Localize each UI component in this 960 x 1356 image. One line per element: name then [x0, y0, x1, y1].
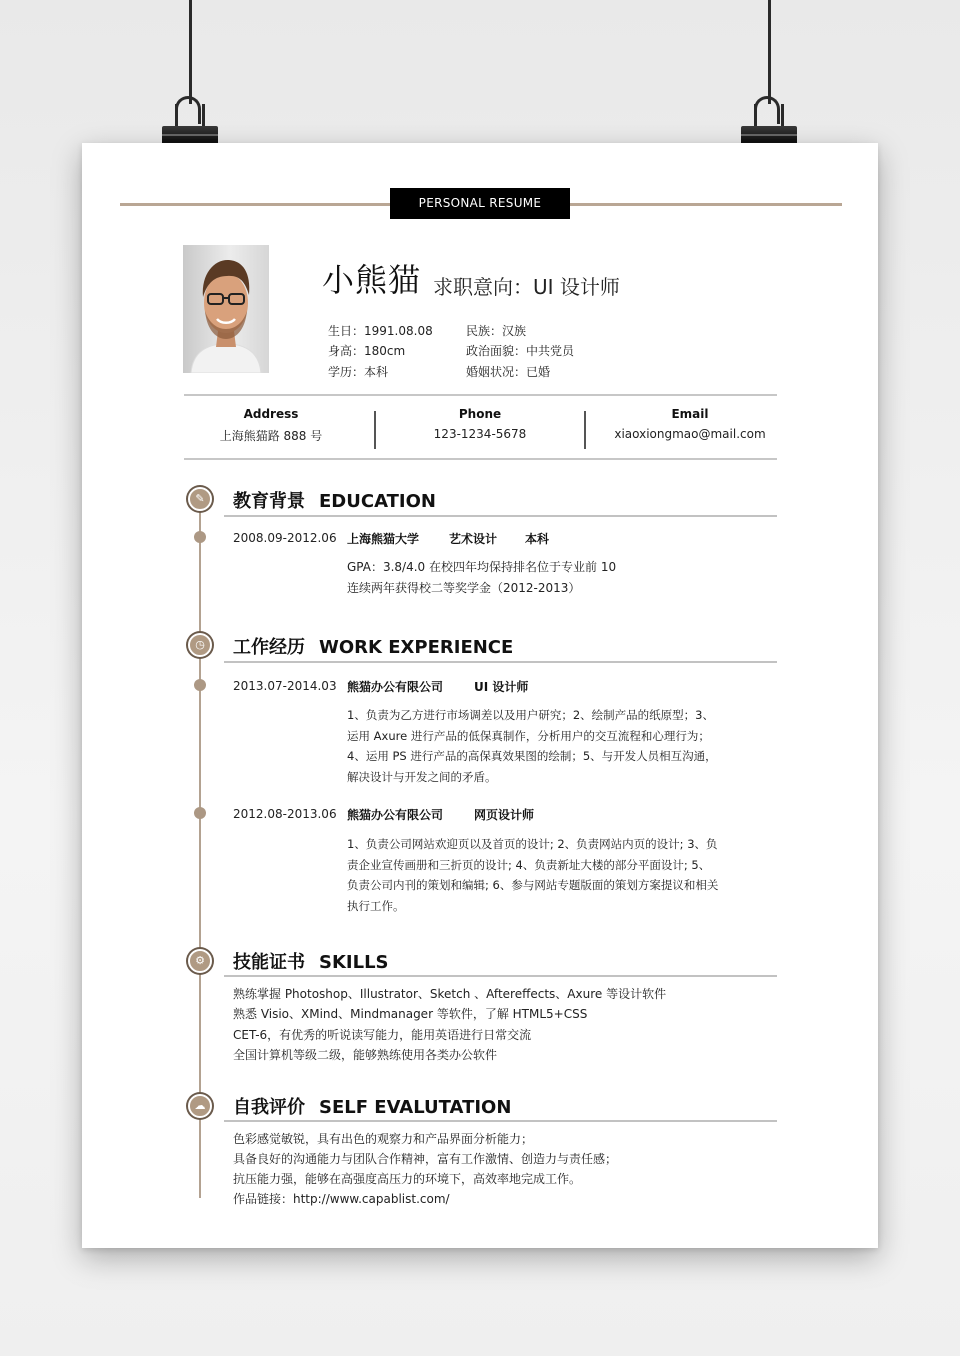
- contact-divider: [374, 411, 376, 449]
- contact-phone: [380, 407, 580, 441]
- job-role: 网页设计师: [474, 808, 535, 822]
- phone-label: Phone: [458, 407, 502, 421]
- self-line: 具备良好的沟通能力与团队合作精神，富有工作激情、创造力与责任感；: [233, 1152, 618, 1166]
- info-ethnicity: 民族：汉族: [466, 324, 527, 338]
- resume-paper: [82, 143, 878, 1248]
- education-degree: 本科: [525, 532, 550, 546]
- contact-bottom-rule: [184, 458, 777, 460]
- hanging-wire-right: [768, 0, 771, 104]
- skill-line: CET-6，有优秀的听说读写能力，能用英语进行日常交流: [233, 1028, 532, 1042]
- hanging-wire-left: [189, 0, 192, 104]
- work-title-en: WORK EXPERIENCE: [319, 637, 514, 658]
- work-rule: [224, 661, 777, 663]
- self-line: 抗压能力强，能够在高强度高压力的环境下，高效率地完成工作。: [233, 1172, 582, 1186]
- job-description: 1、负责为乙方进行市场调差以及用户研究；2、绘制产品的纸原型；3、运用 Axure 进行产品的低保真制作，分析用户的交互流程和心理行为；4、运用 PS 进行产品的高保真效果图的绘制；5、与开发人员相互沟通，解决设计与开发之间的矛盾。: [347, 708, 717, 784]
- job-company: 熊猫办公有限公司: [347, 808, 444, 822]
- education-gpa: GPA：3.8/4.0 在校四年均保持排名位于专业前 10: [347, 560, 617, 574]
- job-period: 2012.08-2013.06: [233, 807, 337, 821]
- job-company: 熊猫办公有限公司: [347, 680, 444, 694]
- address-value: 上海熊猫路 888 号: [219, 429, 323, 443]
- cloud-icon: ☁: [188, 1094, 212, 1118]
- education-title-cn: 教育背景: [233, 491, 305, 512]
- education-school: 上海熊猫大学: [347, 532, 420, 546]
- skill-line: 熟练掌握 Photoshop、Illustrator、Sketch 、Aftereffects、Axure 等设计软件: [233, 987, 667, 1001]
- job-period: 2013.07-2014.03: [233, 679, 337, 693]
- work-title: [233, 633, 513, 659]
- email-value: xiaoxiongmao@mail.com: [614, 427, 766, 441]
- skills-rule: [224, 975, 777, 977]
- self-title-cn: 自我评价: [233, 1097, 305, 1118]
- info-education: 学历：本科: [328, 365, 389, 379]
- info-height: 身高：180cm: [328, 344, 406, 358]
- skills-title-en: SKILLS: [319, 952, 389, 973]
- education-rule: [224, 515, 777, 517]
- contact-email: [590, 407, 790, 441]
- education-period: 2008.09-2012.06: [233, 531, 337, 545]
- portfolio-link[interactable]: 作品链接：http://www.capablist.com/: [233, 1192, 450, 1206]
- education-title: [233, 487, 436, 513]
- resume-banner: PERSONAL RESUME: [390, 188, 570, 219]
- skills-title-cn: 技能证书: [233, 952, 305, 973]
- timeline-dot: [194, 679, 206, 691]
- self-title-en: SELF EVALUTATION: [319, 1097, 512, 1118]
- info-marital: 婚姻状况：已婚: [466, 365, 551, 379]
- email-label: Email: [671, 407, 709, 421]
- job-description: 1、负责公司网站欢迎页以及首页的设计; 2、负责网站内页的设计; 3、负责企业宣传画册和三折页的设计; 4、负责新址大楼的部分平面设计; 5、负责公司内刊的策划和编辑; 6、参与网站专题版面的策划方案提议和相关执行工作。: [347, 837, 719, 913]
- timeline-line: [199, 495, 201, 1198]
- address-label: Address: [243, 407, 299, 421]
- timeline-dot: [194, 807, 206, 819]
- job-intent: 求职意向：UI 设计师: [433, 275, 620, 299]
- skills-title: [233, 948, 389, 974]
- info-birth: 生日：1991.08.08: [328, 324, 433, 338]
- applicant-name: 小熊猫: [322, 261, 422, 299]
- self-line: 色彩感觉敏锐，具有出色的观察力和产品界面分析能力；: [233, 1132, 534, 1146]
- phone-value: 123-1234-5678: [433, 427, 527, 441]
- contact-divider: [584, 411, 586, 449]
- clock-icon: ◷: [188, 633, 212, 657]
- work-title-cn: 工作经历: [233, 637, 305, 658]
- contact-address: [171, 407, 371, 444]
- self-rule: [224, 1120, 777, 1122]
- gear-icon: ⚙: [188, 949, 212, 973]
- skill-line: 熟悉 Visio、XMind、Mindmanager 等软件，了解 HTML5+CSS: [233, 1007, 588, 1021]
- job-role: UI 设计师: [474, 680, 529, 694]
- education-title-en: EDUCATION: [319, 491, 436, 512]
- skill-line: 全国计算机等级二级，能够熟练使用各类办公软件: [233, 1048, 498, 1062]
- timeline-dot: [194, 531, 206, 543]
- info-political: 政治面貌：中共党员: [466, 344, 575, 358]
- education-scholarship: 连续两年获得校二等奖学金（2012-2013）: [347, 581, 581, 595]
- contact-top-rule: [184, 394, 777, 396]
- self-title: [233, 1093, 511, 1119]
- profile-photo: [183, 245, 269, 373]
- education-major: 艺术设计: [449, 532, 498, 546]
- pencil-icon: ✎: [188, 487, 212, 511]
